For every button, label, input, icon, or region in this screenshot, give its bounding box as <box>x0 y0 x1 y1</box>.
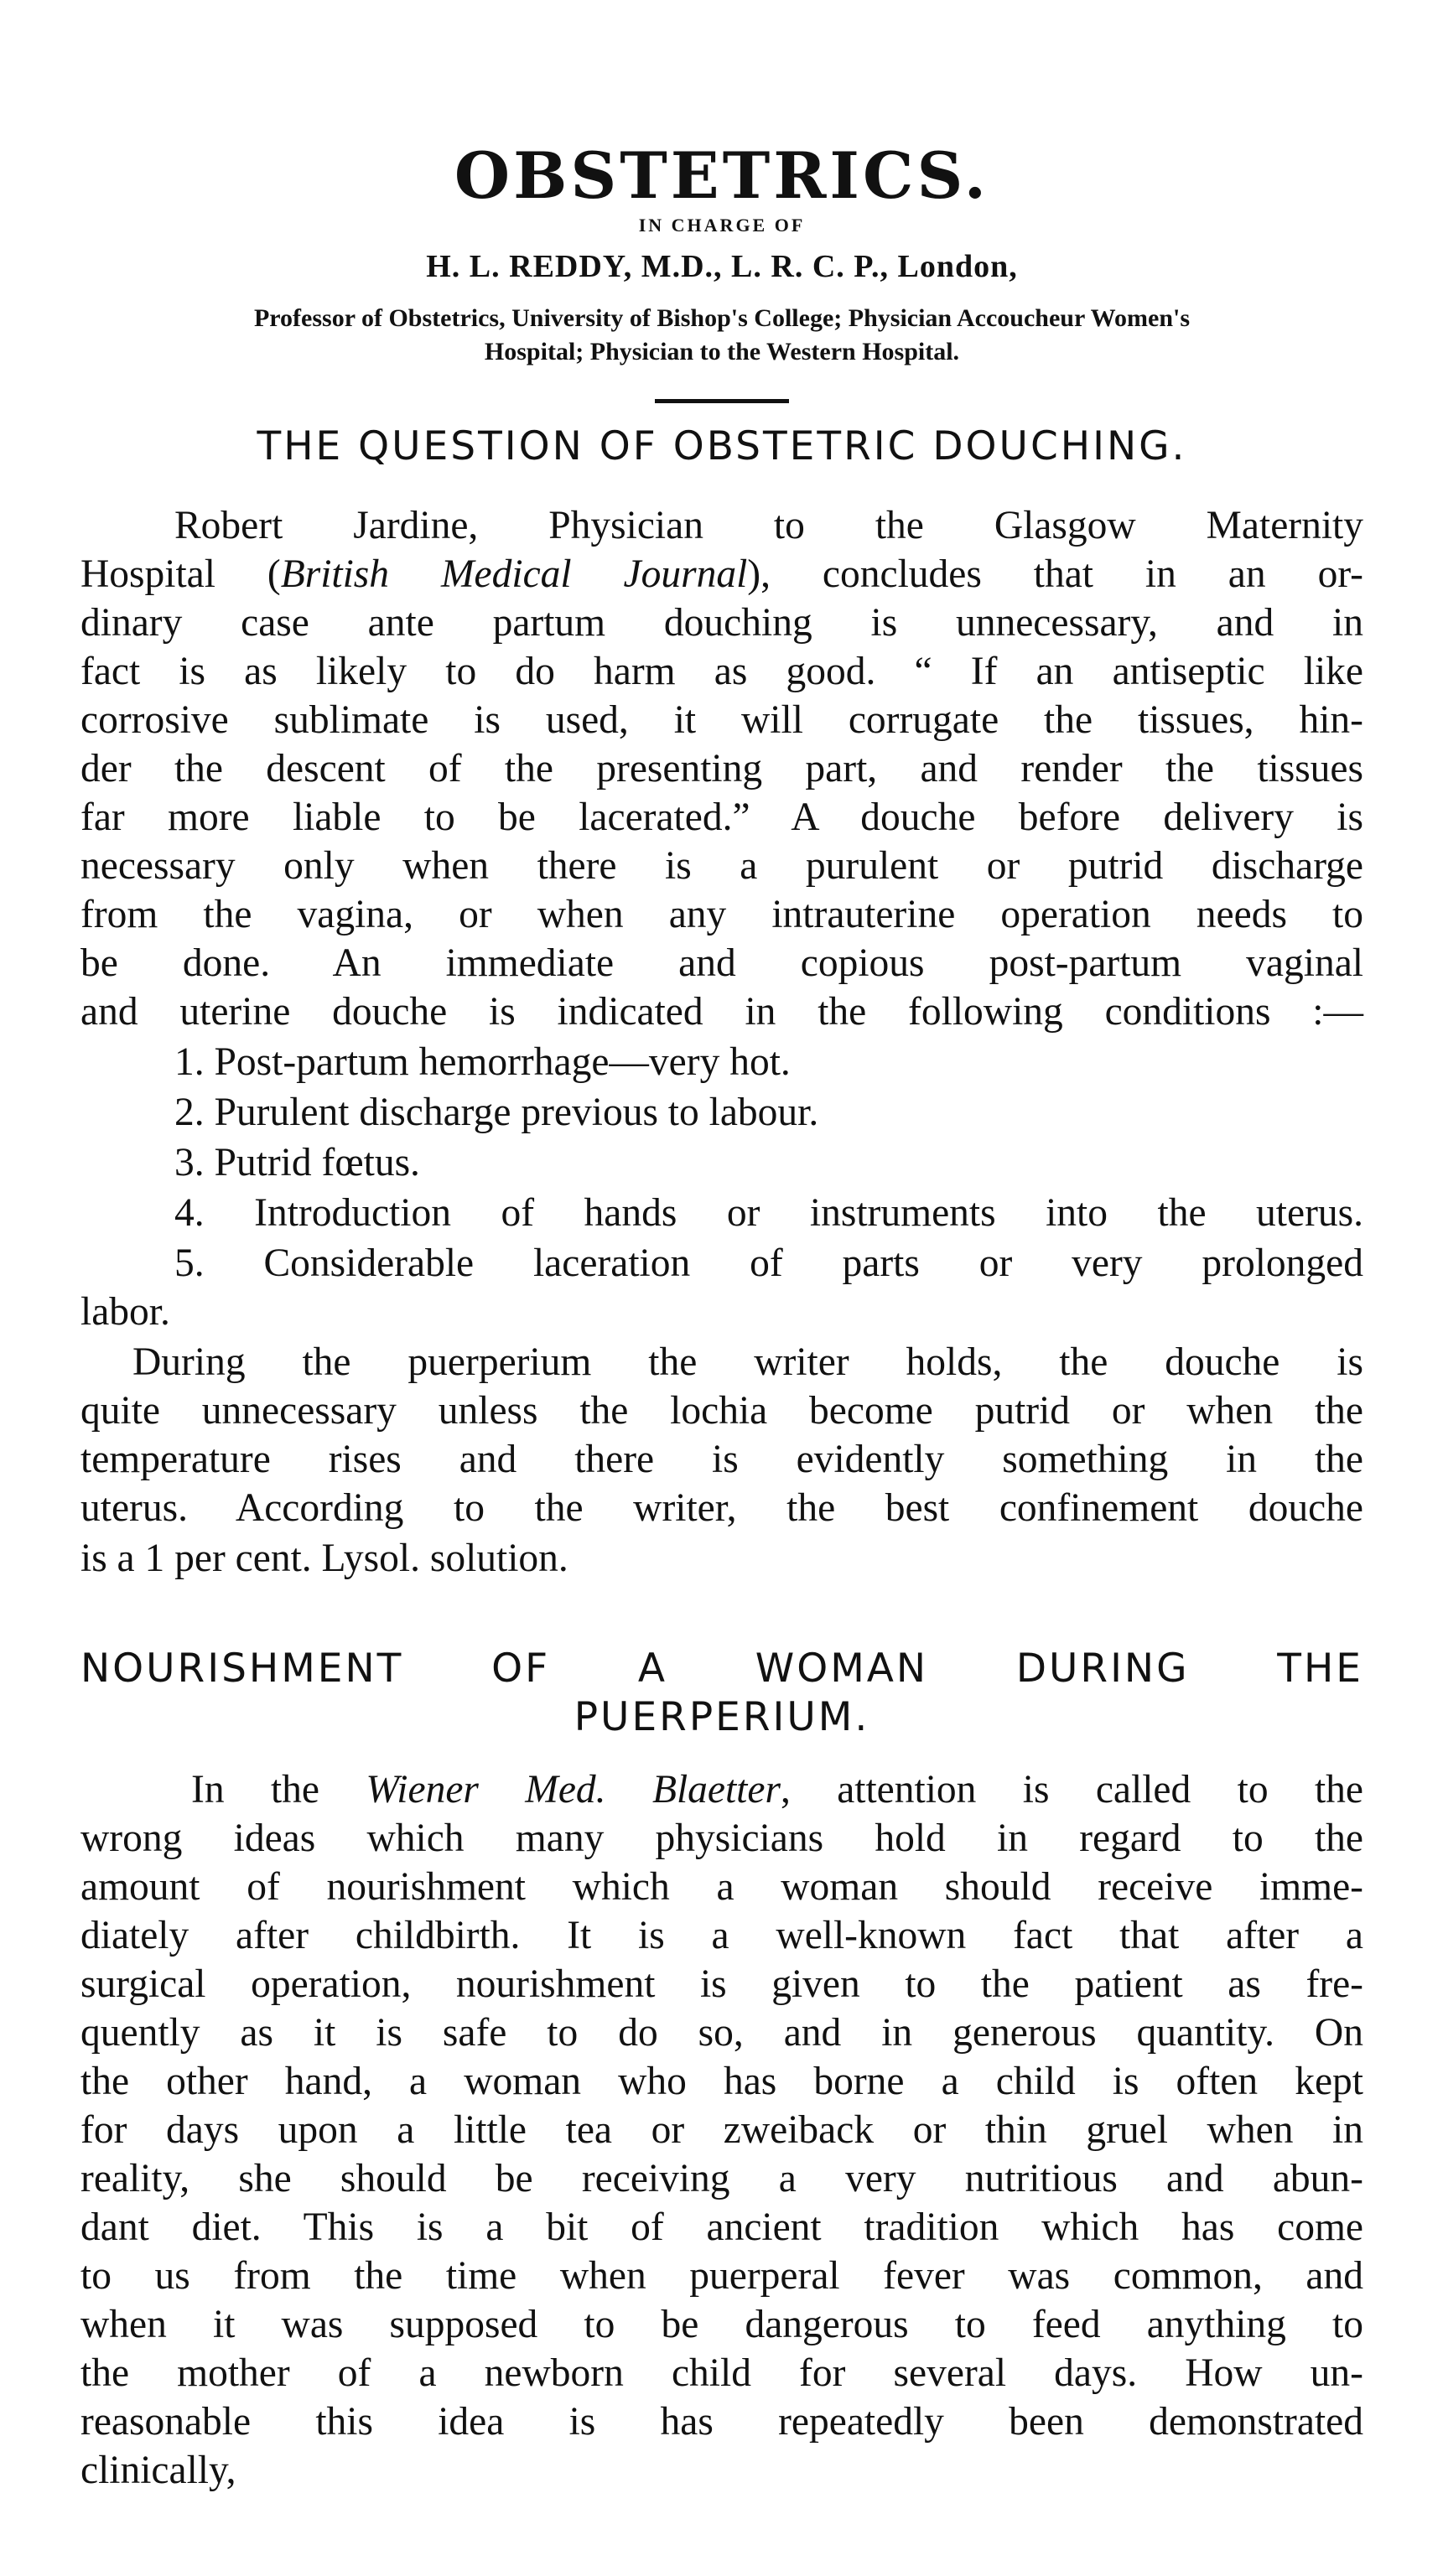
article-line: the mother of a newborn child for several days. How un- <box>80 2351 1363 2395</box>
article-line: for days upon a little tea or zweiback or thin gruel when in <box>80 2108 1363 2152</box>
text-fragment: , attention is called to the <box>780 1768 1363 1811</box>
divider-rule <box>655 399 789 403</box>
article-line: dinary case ante partum douching is unnecessary, and in <box>80 601 1363 645</box>
text-fragment: In the <box>191 1768 366 1811</box>
article-line: reality, she should be receiving a very nutritious and abun- <box>80 2157 1363 2200</box>
text-fragment: Hospital ( <box>80 552 281 596</box>
article-line: wrong ideas which many physicians hold in regard to the <box>80 1817 1363 1860</box>
article-line: reasonable this idea is has repeatedly been demonstrated <box>80 2400 1363 2444</box>
article-line: when it was supposed to be dangerous to feed anything to <box>80 2303 1363 2346</box>
article-line: temperature rises and there is evidently something in the <box>80 1438 1363 1481</box>
in-charge-label: IN CHARGE OF <box>638 215 806 236</box>
article-line: far more liable to be lacerated.” A douche before delivery is <box>80 796 1363 839</box>
list-item: 1. Post-partum hemorrhage—very hot. <box>174 1040 791 1084</box>
article-line: necessary only when there is a purulent or putrid discharge <box>80 844 1363 888</box>
article-line: der the descent of the presenting part, and render the tissues <box>80 747 1363 790</box>
article-line: is a 1 per cent. Lysol. solution. <box>80 1537 568 1580</box>
article-line: from the vagina, or when any intrauterine operation needs to <box>80 893 1363 936</box>
article-line: diately after childbirth. It is a well-known fact that after a <box>80 1914 1363 1957</box>
article-line: and uterine douche is indicated in the following conditions :— <box>80 990 1363 1034</box>
journal-page <box>80 0 1363 2576</box>
journal-citation: British Medical Journal <box>280 552 748 596</box>
article-line: quently as it is safe to do so, and in generous quantity. On <box>80 2011 1363 2055</box>
article-line: Robert Jardine, Physician to the Glasgow Maternity <box>174 504 1363 547</box>
editor-affiliation-line-1: Professor of Obstetrics, University of Bishop's College; Physician Accoucheur Women's <box>253 304 1191 332</box>
list-item: 3. Putrid fœtus. <box>174 1141 420 1184</box>
article-line: clinically, <box>80 2449 236 2492</box>
article-line: uterus. According to the writer, the best confinement douche <box>80 1486 1363 1530</box>
article-line: be done. An immediate and copious post-partum vaginal <box>80 941 1363 985</box>
article-line: fact is as likely to do harm as good. “ If an antiseptic like <box>80 650 1363 693</box>
heading-line: NOURISHMENT OF A WOMAN DURING THE <box>80 1646 1363 1692</box>
list-item: 2. Purulent discharge previous to labour. <box>174 1091 819 1134</box>
article-line <box>80 550 1363 599</box>
list-item-continuation: labor. <box>80 1290 170 1334</box>
text-fragment: ), concludes that in an or- <box>747 552 1364 596</box>
article-heading-nourishment <box>80 1645 1363 1742</box>
article-line: quite unnecessary unless the lochia become putrid or when the <box>80 1389 1363 1433</box>
heading-line: PUERPERIUM. <box>574 1694 870 1740</box>
section-title: OBSTETRICS. <box>454 138 990 213</box>
article-line <box>191 1765 1363 1814</box>
editor-affiliation-line-2: Hospital; Physician to the Western Hospital. <box>484 338 960 365</box>
article-line: amount of nourishment which a woman should receive imme- <box>80 1865 1363 1909</box>
article-line: dant diet. This is a bit of ancient tradition which has come <box>80 2205 1363 2249</box>
article-line: the other hand, a woman who has borne a child is often kept <box>80 2060 1363 2103</box>
article-line: During the puerperium the writer holds, the douche is <box>132 1340 1363 1384</box>
list-item: 4. Introduction of hands or instruments into the uterus. <box>174 1191 1363 1235</box>
article-line: to us from the time when puerperal fever was common, and <box>80 2254 1363 2298</box>
article-heading-douching: THE QUESTION OF OBSTETRIC DOUCHING. <box>257 423 1187 469</box>
list-item: 5. Considerable laceration of parts or very prolonged <box>174 1241 1363 1285</box>
journal-citation: Wiener Med. Blaetter <box>366 1768 781 1811</box>
editor-name: H. L. REDDY, M.D., L. R. C. P., London, <box>426 249 1018 284</box>
article-line: corrosive sublimate is used, it will corrugate the tissues, hin- <box>80 698 1363 742</box>
article-line: surgical operation, nourishment is given to the patient as fre- <box>80 1962 1363 2006</box>
